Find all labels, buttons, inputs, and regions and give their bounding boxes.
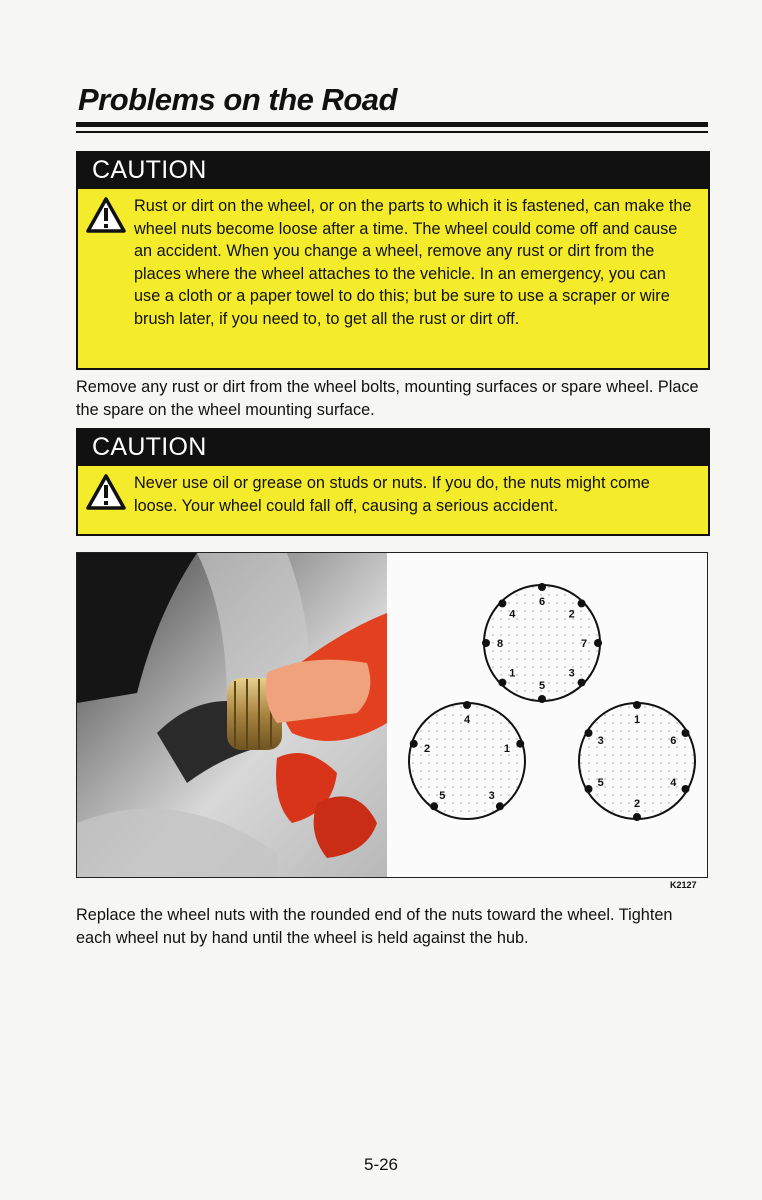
six-lug-pattern xyxy=(579,701,695,821)
lug-stud xyxy=(498,599,506,607)
caution-box-rust xyxy=(76,151,710,370)
lug-sequence-number: 2 xyxy=(633,798,641,810)
title-rule-thin xyxy=(76,131,708,133)
lug-sequence-number: 4 xyxy=(509,608,516,621)
lug-stud xyxy=(498,679,506,687)
lug-sequence-number: 5 xyxy=(538,680,546,692)
lug-stud xyxy=(538,583,546,591)
caution-text: Never use oil or grease on studs or nuts. If you do, the nuts might come loose. Your wheel could fall off, causing a serious accident. xyxy=(134,474,650,515)
page-number: 5-26 xyxy=(363,1155,399,1174)
caution-body xyxy=(78,466,708,525)
lug-sequence-number: 1 xyxy=(509,667,516,680)
lug-stud xyxy=(578,679,586,687)
hand-tightening-nut-photo xyxy=(77,553,387,877)
lug-stud xyxy=(681,729,689,737)
lug-sequence-number: 4 xyxy=(463,714,471,726)
warning-triangle-icon xyxy=(86,197,126,233)
lug-sequence-number: 3 xyxy=(597,735,604,747)
lug-stud xyxy=(594,639,602,647)
lug-stud xyxy=(585,785,593,793)
caution-heading: CAUTION xyxy=(78,430,708,466)
lug-stud xyxy=(482,639,490,647)
lug-sequence-number: 5 xyxy=(439,789,446,802)
caution-box-oil xyxy=(76,428,710,536)
lug-sequence-number: 6 xyxy=(538,596,546,608)
wheel-nut-figure xyxy=(76,552,708,878)
lug-sequence-number: 4 xyxy=(670,777,677,789)
lug-sequence-number: 2 xyxy=(423,743,431,756)
lug-stud xyxy=(410,740,418,748)
lug-stud xyxy=(585,729,593,737)
lug-sequence-number: 2 xyxy=(568,608,575,621)
five-lug-pattern xyxy=(409,701,525,819)
lug-sequence-number: 5 xyxy=(597,777,604,789)
lug-stud xyxy=(496,802,504,810)
lug-stud xyxy=(538,695,546,703)
lug-sequence-number: 8 xyxy=(496,638,504,650)
page-title: Problems on the Road xyxy=(78,82,397,117)
figure-label: K2127 xyxy=(670,880,697,890)
caution-text: Rust or dirt on the wheel, or on the parts to which it is fastened, can make the wheel nuts become loose after a time. The wheel could come off and cause an accident. When you change a wheel, remove any rust or dirt from the places where the wheel attaches to the vehicle. In an emergency, you can use a cloth or a paper towel to do this; but be sure to use a scraper or wire brush later, if you need to, to get all the rust or dirt off. xyxy=(134,197,692,328)
lug-sequence-number: 3 xyxy=(488,789,495,802)
tightening-pattern-diagrams xyxy=(387,553,707,877)
lug-sequence-number: 7 xyxy=(580,638,588,650)
caution-heading: CAUTION xyxy=(78,153,708,189)
lug-stud xyxy=(681,785,689,793)
lug-stud xyxy=(633,701,641,709)
eight-lug-pattern xyxy=(482,583,602,703)
warning-triangle-icon xyxy=(86,474,126,510)
paragraph-remove-rust: Remove any rust or dirt from the wheel bolts, mounting surfaces or spare wheel. Place the spare on the wheel mounting surface. xyxy=(76,378,699,419)
title-rule-thick xyxy=(76,122,708,127)
lug-sequence-number: 1 xyxy=(503,743,511,756)
paragraph-replace-nuts: Replace the wheel nuts with the rounded end of the nuts toward the wheel. Tighten each wheel nut by hand until the wheel is held against the hub. xyxy=(76,906,673,947)
lug-stud xyxy=(430,802,438,810)
lug-stud xyxy=(633,813,641,821)
lug-stud xyxy=(578,599,586,607)
lug-stud xyxy=(463,701,471,709)
lug-stud xyxy=(516,740,524,748)
lug-sequence-number: 6 xyxy=(670,735,677,747)
lug-sequence-number: 3 xyxy=(568,667,575,680)
caution-body xyxy=(78,189,708,339)
lug-sequence-number: 1 xyxy=(633,714,641,726)
